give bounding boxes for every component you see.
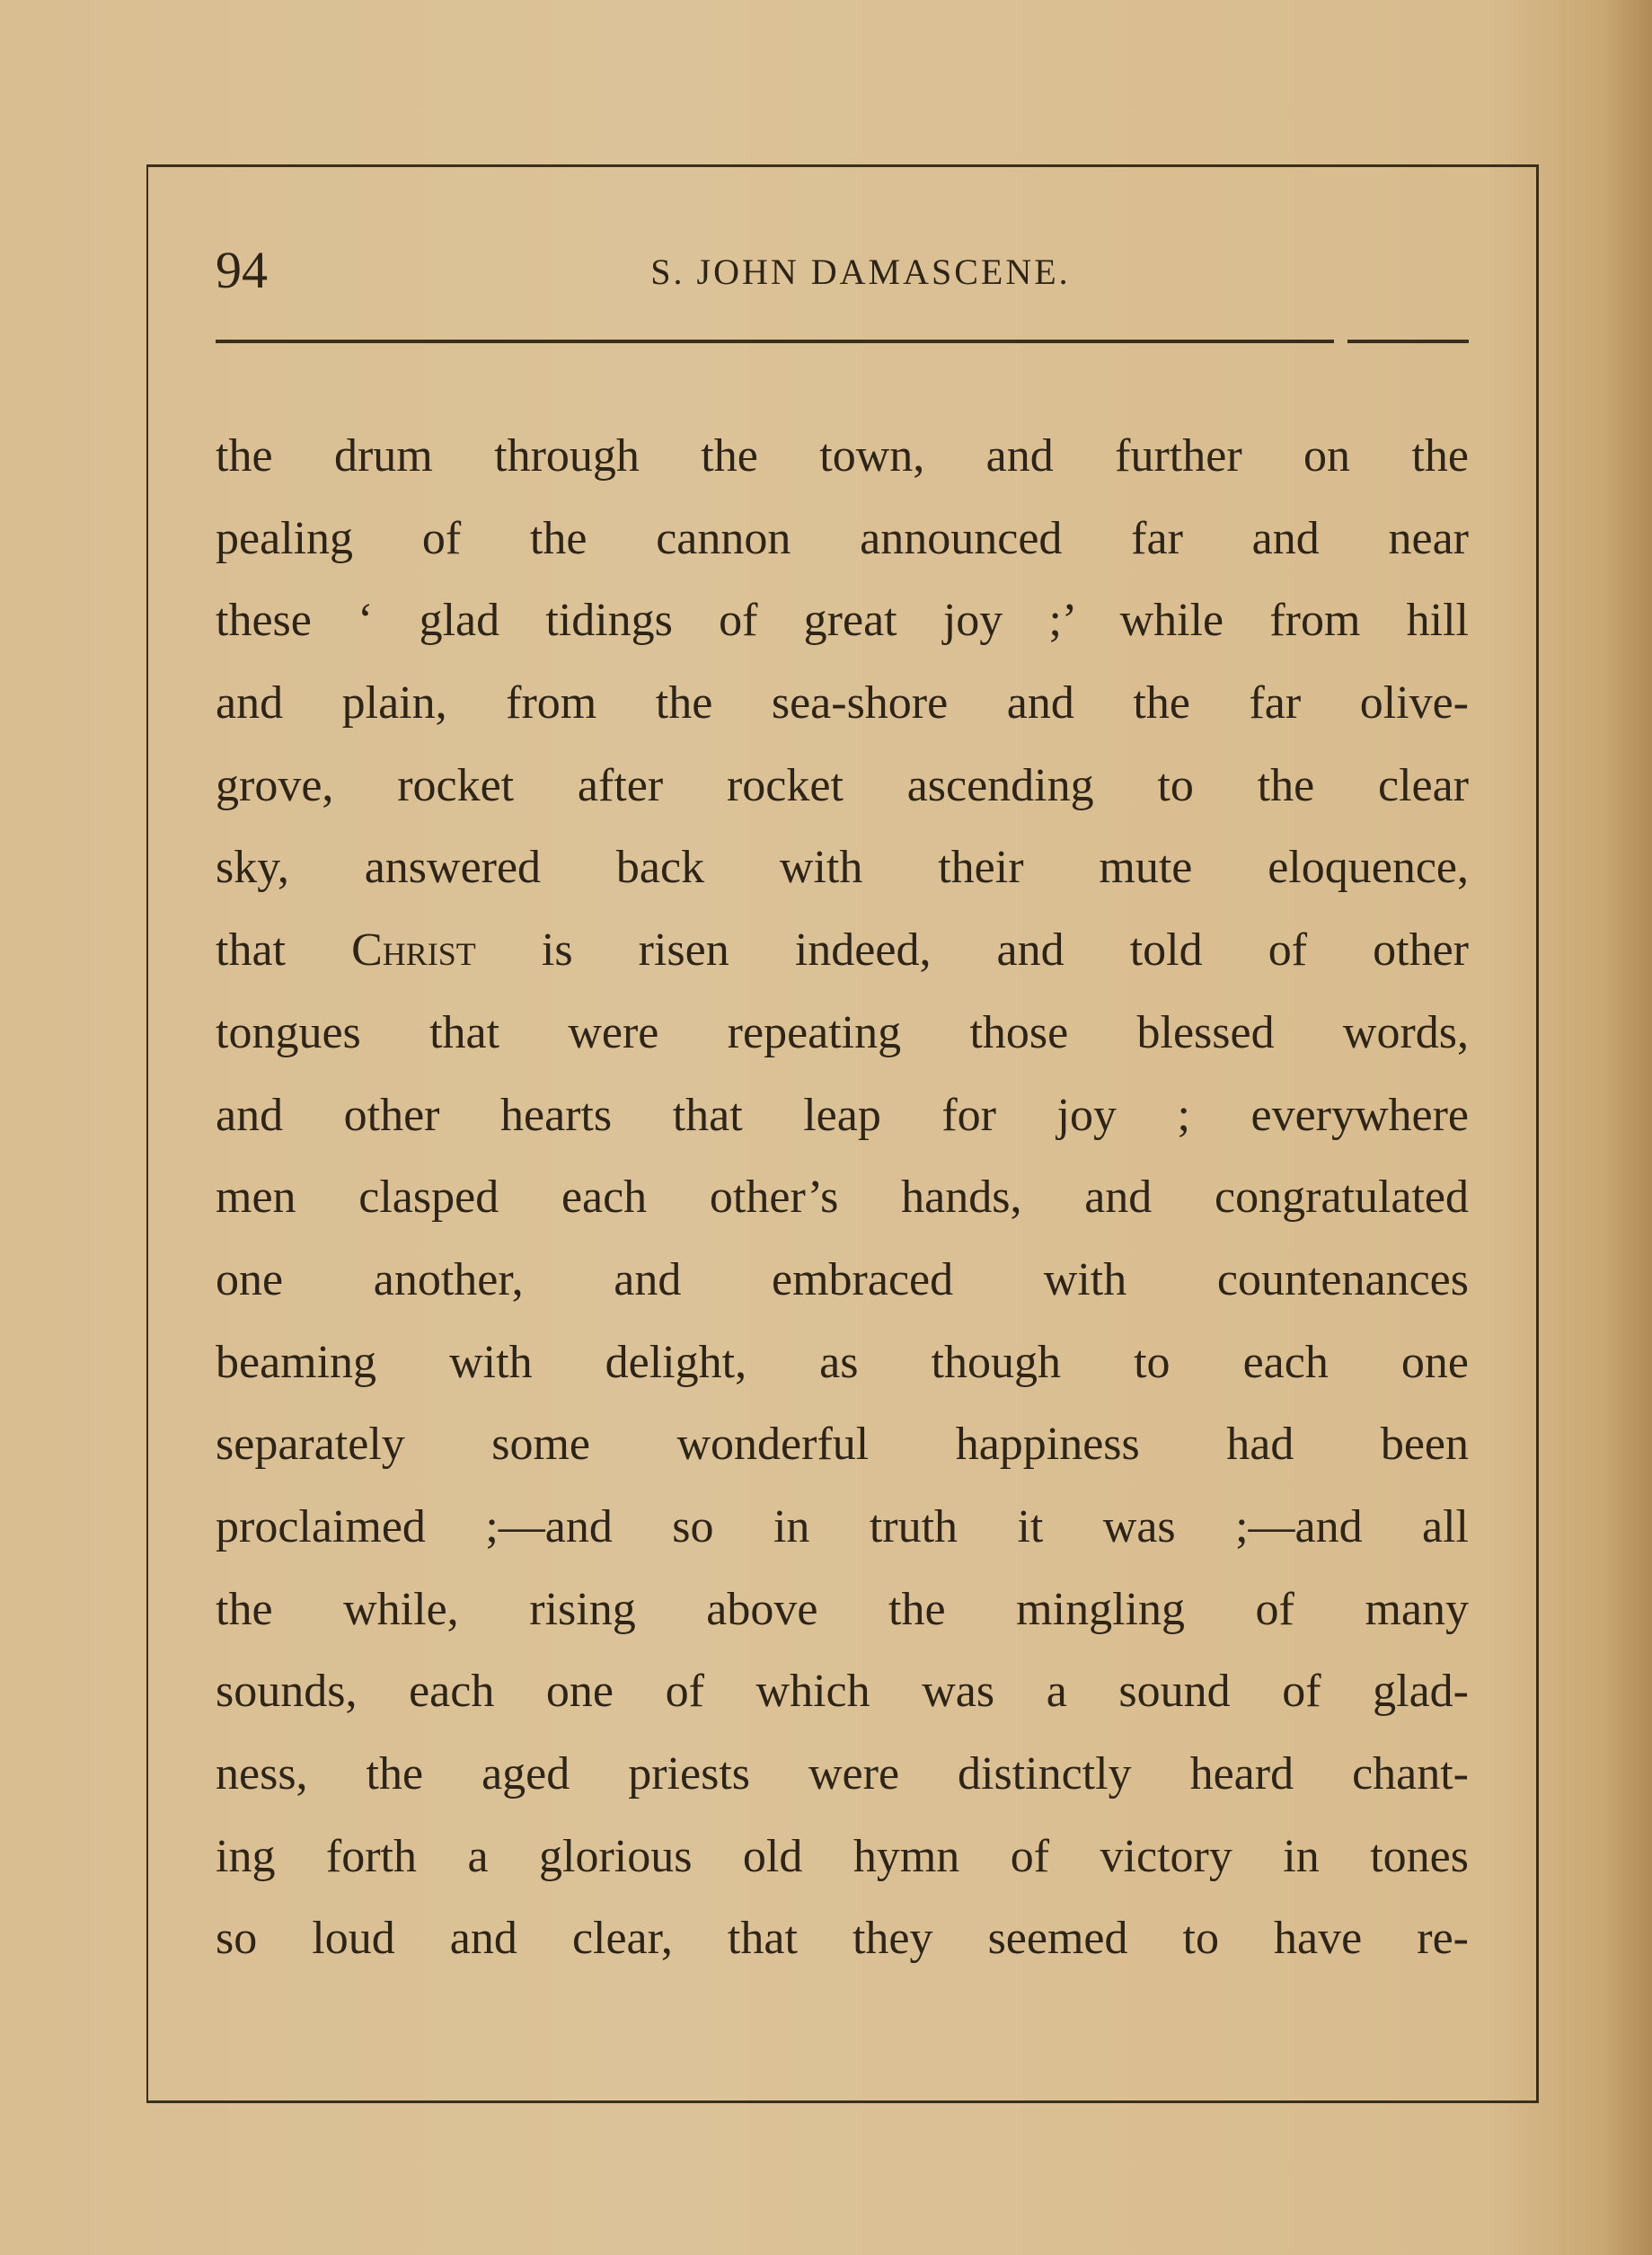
text-line: these ‘ glad tidings of great joy ;’ while from hill <box>216 595 1469 647</box>
text-line: proclaimed ;—and so in truth it was ;—and all <box>216 1500 1469 1552</box>
text-fragment: is risen indeed, and told of other <box>475 924 1469 977</box>
text-line: grove, rocket after rocket ascending to the clear <box>216 759 1469 811</box>
text-line: the while, rising above the mingling of many <box>216 1583 1469 1635</box>
text-line: pealing of the cannon announced far and near <box>216 512 1469 564</box>
page-number: 94 <box>216 241 268 299</box>
running-head: S. JOHN DAMASCENE. <box>650 252 1071 292</box>
header-rule <box>216 340 1334 343</box>
text-line: men clasped each other’s hands, and congratulated <box>216 1172 1469 1224</box>
text-line: beaming with delight, as though to each one <box>216 1336 1469 1388</box>
text-line: and other hearts that leap for joy ; everywhere <box>216 1089 1469 1141</box>
text-line: sky, answered back with their mute eloquence, <box>216 842 1469 894</box>
text-line: one another, and embraced with countenances <box>216 1253 1469 1305</box>
text-line: the drum through the town, and further on the <box>216 430 1469 482</box>
text-line: so loud and clear, that they seemed to have re- <box>216 1913 1469 1965</box>
text-line: and plain, from the sea-shore and the far olive- <box>216 677 1469 730</box>
header-rule-short <box>1347 340 1469 343</box>
text-line: separately some wonderful happiness had been <box>216 1419 1469 1471</box>
text-line: sounds, each one of which was a sound of glad- <box>216 1666 1469 1718</box>
small-caps-christ: Christ <box>351 924 476 977</box>
text-line: ing forth a glorious old hymn of victory in tones <box>216 1830 1469 1882</box>
text-line: ness, the aged priests were distinctly heard chant- <box>216 1748 1469 1800</box>
text-line: tongues that were repeating those blessed words, <box>216 1006 1469 1058</box>
body-text <box>216 415 1469 1980</box>
text-line <box>216 909 1469 992</box>
text-fragment: that <box>216 924 352 977</box>
